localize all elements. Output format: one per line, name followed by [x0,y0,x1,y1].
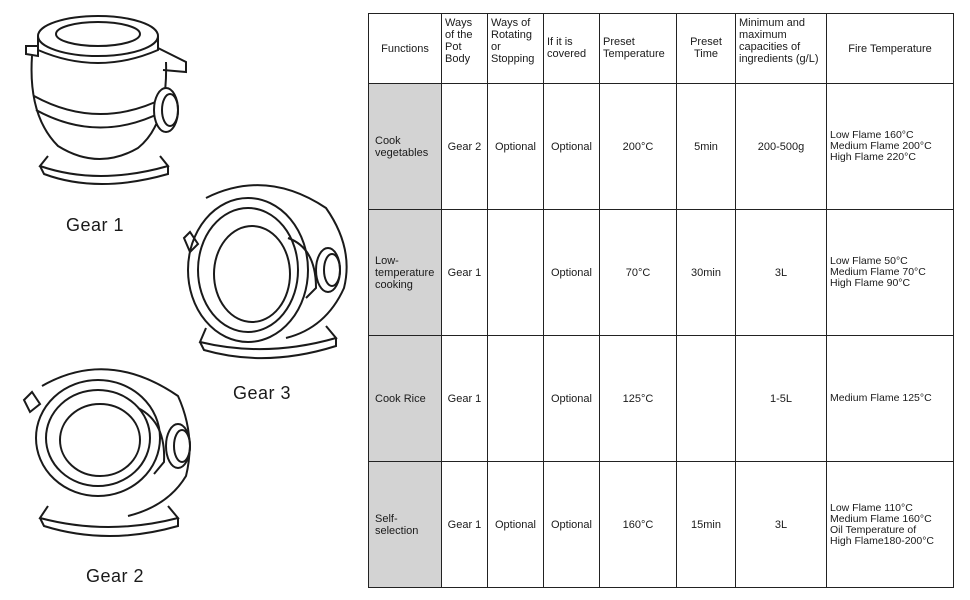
preset-temperature-cell: 160°C [600,462,677,588]
gear-illustrations [0,0,360,600]
table-row [369,84,954,210]
pot-body-cell: Gear 1 [442,336,488,462]
fire-temperature-cell [827,84,954,210]
pot-gear1-illustration [18,6,193,201]
capacity-cell: 1-5L [736,336,827,462]
covered-cell: Optional [544,210,600,336]
capacity-cell: 3L [736,462,827,588]
pot-gear2-illustration [18,356,198,551]
preset-temperature-cell: 125°C [600,336,677,462]
gear3-label: Gear 3 [233,383,292,403]
preset-time-cell: 15min [677,462,736,588]
fire-line: Medium Flame 200°C [830,140,932,152]
fire-line: Medium Flame 70°C [830,266,926,278]
fire-line: Low Flame 50°C [830,255,908,267]
header-preset-temperature: Preset Temperature [600,14,677,84]
pot-gear3-illustration [176,178,356,378]
fire-temperature-cell [827,210,954,336]
gear1-label: Gear 1 [66,215,125,235]
header-fire-temperature: Fire Temperature [827,14,954,84]
fire-line: Medium Flame 160°C [830,512,932,525]
fire-line: Medium Flame 125°C [830,392,932,404]
rotating-cell: Optional [488,462,544,588]
fire-line: Oil Temperature of [830,523,917,536]
covered-cell: Optional [544,84,600,210]
function-cell: Self-selection [369,462,442,588]
fire-temperature-cell [827,336,954,462]
rotating-cell: Optional [488,84,544,210]
table-row [369,336,954,462]
fire-line: Low Flame 160°C [830,129,914,141]
preset-time-cell: 30min [677,210,736,336]
rotating-cell [488,336,544,462]
function-spec-table [368,13,954,588]
pot-body-cell: Gear 1 [442,462,488,588]
function-cell: Low-temperature cooking [369,210,442,336]
preset-temperature-cell: 70°C [600,210,677,336]
preset-time-cell [677,336,736,462]
fire-line: High Flame180-200°C [830,534,935,547]
header-functions: Functions [369,14,442,84]
table-row [369,462,954,588]
fire-line: Low Flame 110°C [830,501,913,514]
header-capacity: Minimum and maximum capacities of ingredients (g/L) [736,14,827,84]
preset-time-cell: 5min [677,84,736,210]
capacity-cell: 200-500g [736,84,827,210]
fire-temperature-cell [827,462,954,588]
function-cell: Cook vegetables [369,84,442,210]
pot-body-cell: Gear 1 [442,210,488,336]
function-cell: Cook Rice [369,336,442,462]
gear2-label: Gear 2 [86,566,145,586]
header-ways-pot-body: Ways of the Pot Body [442,14,488,84]
header-rotating: Ways of Rotating or Stopping [488,14,544,84]
preset-temperature-cell: 200°C [600,84,677,210]
table-row [369,210,954,336]
header-preset-time: Preset Time [677,14,736,84]
fire-line: High Flame 90°C [830,277,911,289]
rotating-cell [488,210,544,336]
pot-body-cell: Gear 2 [442,84,488,210]
covered-cell: Optional [544,462,600,588]
covered-cell: Optional [544,336,600,462]
fire-line: High Flame 220°C [830,151,916,163]
header-covered: If it is covered [544,14,600,84]
header-row [369,14,954,84]
capacity-cell: 3L [736,210,827,336]
